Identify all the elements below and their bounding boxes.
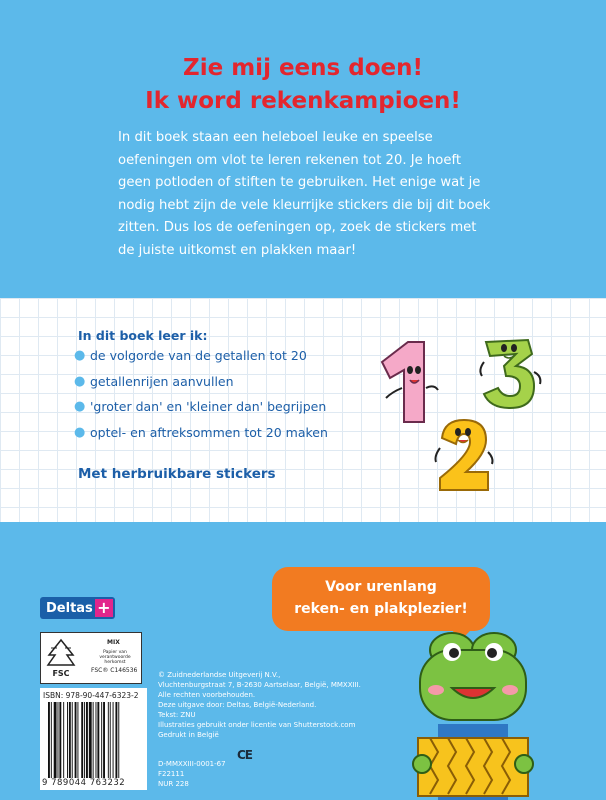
list-item [74,420,328,446]
product-code: D-MMXXIII-0001-67 [158,760,226,768]
number-one-text: 1 [412,406,413,407]
number-three-character [476,332,548,412]
speech-bubble-text [272,576,490,620]
intro-line: oefeningen om vlot te leren rekenen tot 20. Je hoeft [118,152,462,168]
intro-line: nodig hebt zijn de vele kleurrijke stickers die bij dit boek [118,197,491,213]
imprint-line: Deze uitgave door: Deltas, België-Nederland. [158,701,317,709]
intro-line: In dit boek staan een heleboel leuke en speelse [118,130,433,145]
barcode-box [40,688,147,790]
product-code: F22111 [158,770,185,778]
product-code: NUR 228 [158,780,189,788]
fsc-code: FSC® C146536 [91,667,138,674]
imprint-text [158,670,361,740]
ce-mark: CE [237,748,253,762]
headline-line-1: Zie mij eens doen! [183,55,423,81]
list-item [74,394,328,420]
list-item-text: de volgorde van de getallen tot 20 [90,348,307,363]
frog-accordion-illustration [408,632,538,800]
product-codes [158,759,226,789]
isbn-text: ISBN: 978-90-447-6323-2 [43,691,139,700]
bullet-icon: ● [74,373,86,389]
bullet-icon: ● [74,424,86,440]
headline-line-2: Ik word rekenkampioen! [145,88,461,114]
imprint-line: Gedrukt in België [158,731,219,739]
list-item-text: 'groter dan' en 'kleiner dan' begrijpen [90,399,327,414]
headline [0,52,606,118]
list-item [74,343,328,369]
speech-bubble-line-2: reken- en plakplezier! [294,601,468,617]
deltas-logo-text: Deltas [46,600,93,616]
list-item-text: getallenrijen aanvullen [90,373,234,389]
number-one-character [372,336,444,426]
number-two-text: 2 [462,484,463,485]
fsc-mix: MIX [107,639,120,646]
imprint-line: Illustraties gebruikt onder licentie van Shutterstock.com [158,721,356,729]
imprint-line: Alle rechten voorbehouden. [158,691,256,699]
learn-title: In dit boek leer ik: [78,328,208,343]
intro-line: geen potloden of stiften te gebruiken. Het enige wat je [118,175,481,190]
imprint-line: Tekst: ZNU [158,711,196,719]
intro-paragraph [118,127,508,262]
deltas-logo [40,597,115,619]
bullet-icon: ● [74,348,86,363]
speech-bubble [272,567,490,631]
imprint-line: © Zuidnederlandse Uitgeverij N.V., [158,671,281,679]
list-item-text: optel- en aftreksommen tot 20 maken [90,424,328,440]
number-two-character [432,414,498,498]
bullet-icon: ● [74,399,86,414]
intro-line: de juiste uitkomst en plakken maar! [118,242,357,258]
number-three-text: 3 [506,392,507,393]
list-item [74,369,328,395]
barcode-number: 9 789044 763232 [42,778,126,788]
learn-list [74,343,328,445]
fsc-label [40,632,142,684]
reusable-stickers-label: Met herbruikbare stickers [78,466,276,482]
fsc-paper-text: Papier van verantwoorde herkomst [99,650,131,665]
speech-bubble-line-1: Voor urenlang [325,579,437,595]
imprint-line: Vluchtenburgstraat 7, B-2630 Aartselaar, België, MMXXIII. [158,681,361,689]
fsc-mark: FSC [52,669,70,678]
intro-line: zitten. Dus los de oefeningen op, zoek de stickers met [118,220,477,235]
fsc-tree-icon [45,637,77,679]
barcode-icon [48,702,142,778]
deltas-plus-icon: + [95,599,113,617]
